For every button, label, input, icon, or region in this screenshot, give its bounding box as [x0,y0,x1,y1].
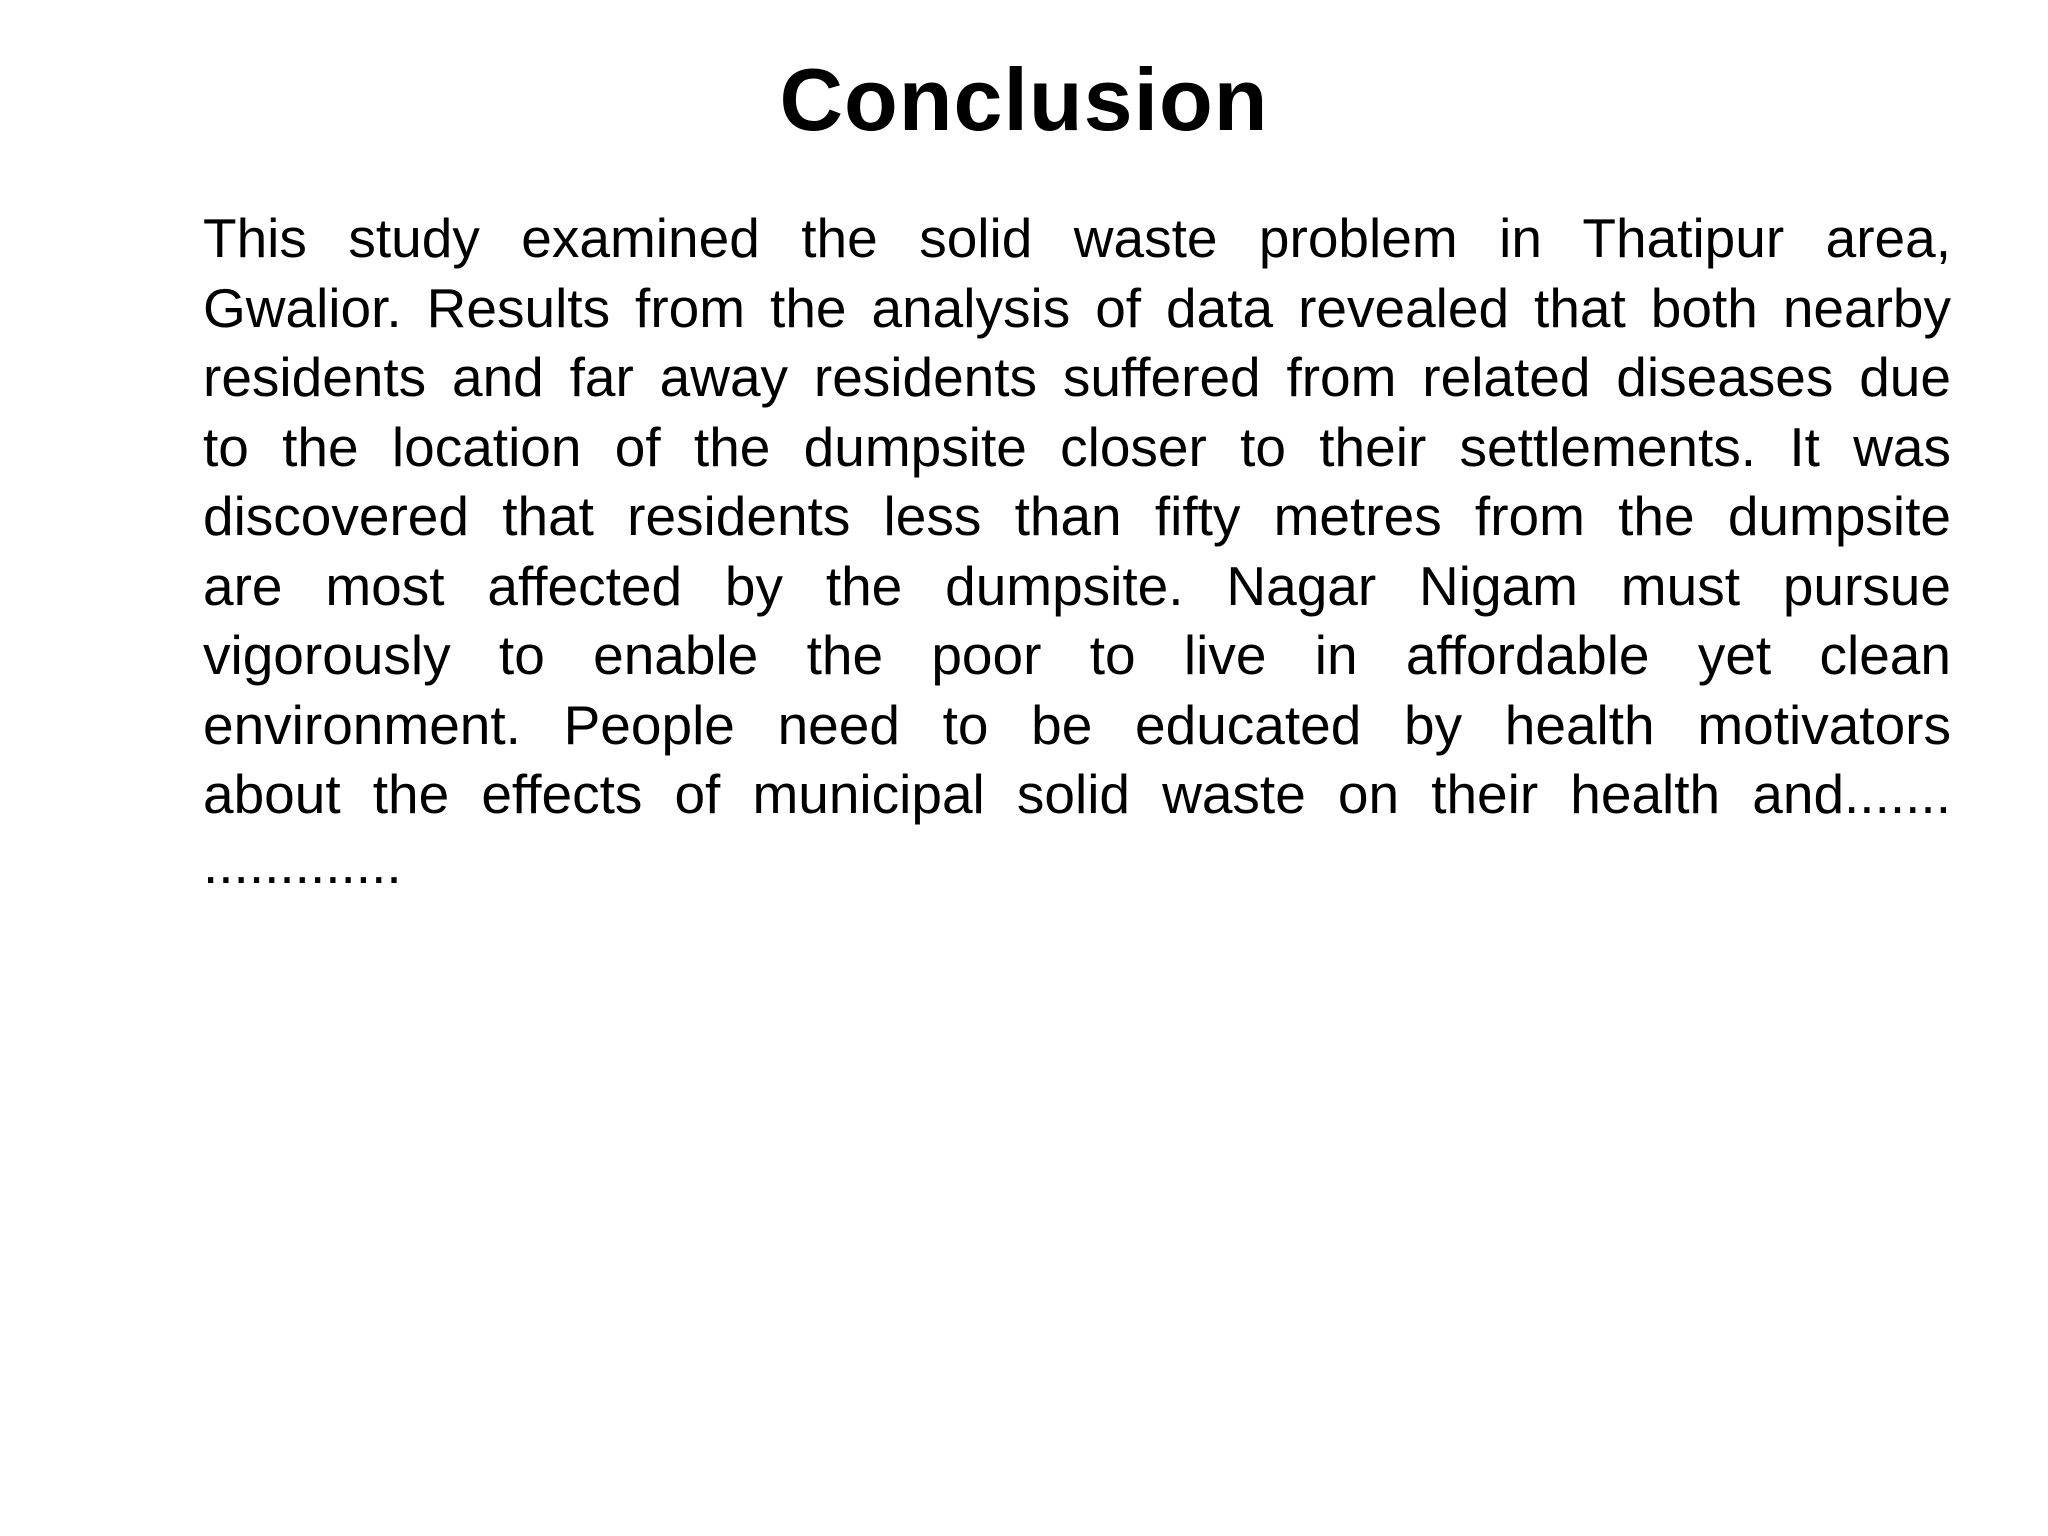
paragraph-line: about the effects of municipal solid waste on their health and....... [203,763,1951,825]
paragraph-line: are most affected by the dumpsite. Nagar Nigam must pursue [203,554,1951,617]
paragraph-line: Gwalior. Results from the analysis of data revealed that both nearby [203,276,1951,339]
paragraph-line: to the location of the dumpsite closer to their settlements. It was [203,415,1951,478]
paragraph-line: This study examined the solid waste problem in Thatipur area, [203,207,1951,269]
slide-title: Conclusion [779,50,1269,149]
paragraph-line: discovered that residents less than fifty metres from the dumpsite [203,485,1951,547]
paragraph-line: environment. People need to be educated by health motivators [203,693,1951,756]
paragraph-line: vigorously to enable the poor to live in affordable yet clean [203,624,1951,686]
conclusion-paragraph [203,204,1951,899]
paragraph-line: residents and far away residents suffered from related diseases due [203,346,1951,408]
paragraph-line: ............. [203,832,402,895]
